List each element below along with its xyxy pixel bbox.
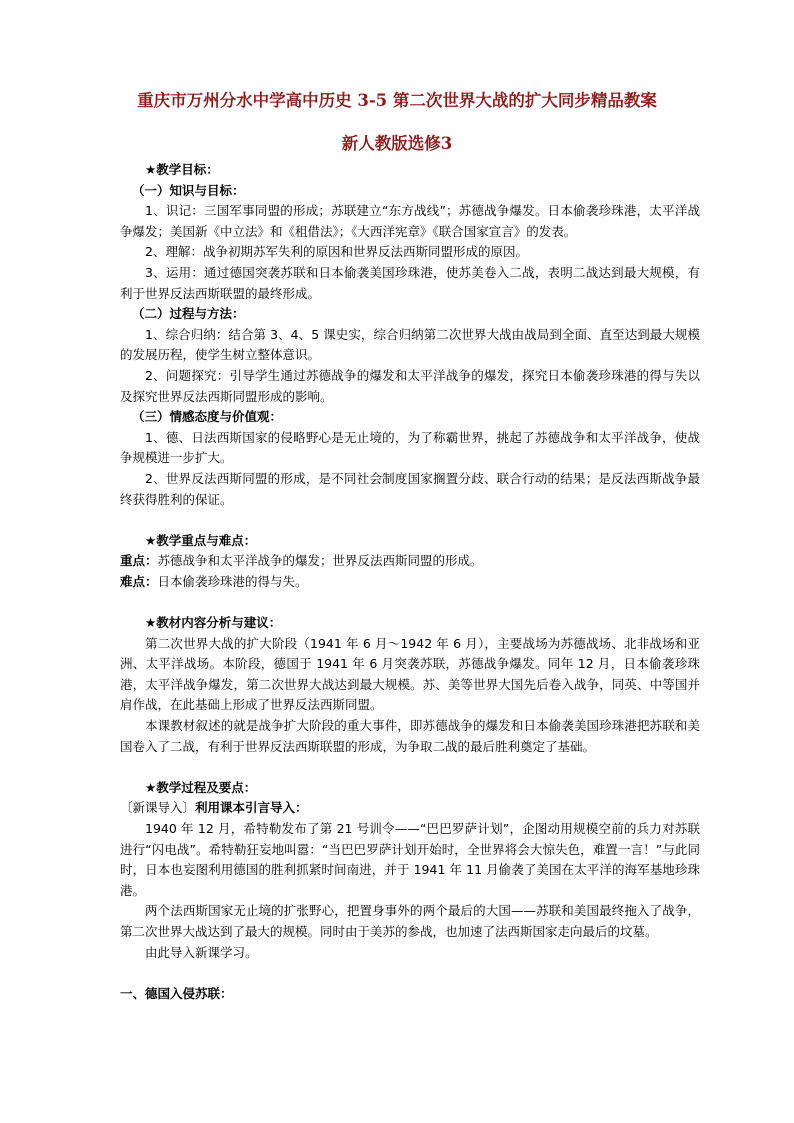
goals-sub-attitude: （三）情感态度与价值观： — [132, 409, 283, 425]
goals-paragraph: 2、理解：战争初期苏军失利的原因和世界反法西斯同盟形成的原因。 — [145, 244, 528, 260]
intro-line — [120, 798, 700, 819]
key-text: 苏德战争和太平洋战争的爆发；世界反法西斯同盟的形成。 — [157, 553, 483, 569]
process-paragraph: 由此导入新课学习。 — [145, 944, 258, 960]
goals-heading: ★教学目标： — [145, 162, 219, 177]
goals-sub-knowledge: （一）知识与目标： — [132, 182, 245, 198]
goals-sub-method: （二）过程与方法： — [132, 306, 245, 322]
goals-paragraph: 2、问题探究：引导学生通过苏德战争的爆发和太平洋战争的爆发，探究日本偷袭珍珠港的得与失以及探究世界反法西斯同盟形成的影响。 — [120, 367, 700, 404]
document-body — [120, 160, 700, 1004]
analysis-paragraph: 本课教材叙述的就是战争扩大阶段的重大事件，即苏德战争的爆发和日本偷袭美国珍珠港把苏联和美国卷入了二战，有利于世界反法西斯联盟的形成，为争取二战的最后胜利奠定了基础。 — [120, 718, 700, 754]
difficult-label: 难点： — [120, 573, 158, 589]
process-heading: ★教学过程及要点： — [145, 779, 257, 795]
goals-paragraph: 2、世界反法西斯同盟的形成，是不同社会制度国家搁置分歧、联合行动的结果；是反法西斯战争最终获得胜利的保证。 — [120, 470, 700, 507]
difficult-text: 日本偷袭珍珠港的得与失。 — [157, 573, 308, 589]
key-point — [120, 551, 700, 572]
key-heading: ★教学重点与难点： — [145, 532, 257, 548]
intro-bold: 利用课本引言导入： — [195, 800, 308, 816]
key-label: 重点： — [120, 553, 158, 569]
section-heading: 一、德国入侵苏联： — [120, 985, 233, 1001]
analysis-heading: ★教材内容分析与建议： — [145, 615, 282, 631]
goals-paragraph: 1、识记：三国军事同盟的形成；苏联建立“东方战线”；苏德战争爆发。日本偷袭珍珠港，太平洋战争爆发；美国新《中立法》和《租借法》；《大西洋宪章》《联合国家宣言》的发表。 — [120, 203, 700, 239]
document-title: 重庆市万州分水中学高中历史 3-5 第二次世界大战的扩大同步精品教案 — [137, 91, 657, 110]
goals-paragraph: 1、综合归纳：结合第 3、4、5 课史实，综合归纳第二次世界大战由战局到全面、直至达到最大规模的发展历程，使学生树立整体意识。 — [120, 326, 700, 363]
analysis-paragraph: 第二次世界大战的扩大阶段（1941 年 6 月～1942 年 6 月），主要战场为苏德战场、北非战场和亚洲、太平洋战场。本阶段，德国于 1941 年 6 月突袭苏联，苏德战争爆发。同年 12 月，日本偷袭珍珠港，太平洋战争爆发，第二次世界大战达到最大规模。苏、美等世界大国先后卷入战争，同英、中等国并肩作战，在此基础上形成了世界反法西斯同盟。 — [120, 635, 700, 713]
difficult-point — [120, 572, 700, 593]
goals-paragraph: 3、运用：通过德国突袭苏联和日本偷袭美国珍珠港，使苏美卷入二战，表明二战达到最大规模，有利于世界反法西斯联盟的最终形成。 — [120, 264, 700, 301]
process-paragraph: 1940 年 12 月，希特勒发布了第 21 号训令——“巴巴罗萨计划”，企图动用规模空前的兵力对苏联进行“闪电战”。希特勒狂妄地叫嚣：“当巴巴罗萨计划开始时，全世界将会大惊失色，难置一言！”与此同时，日本也妄图利用德国的胜利抓紧时间南进，并于 1941 年 11 月偷袭了美国在太平洋的海军基地珍珠港。 — [120, 821, 700, 898]
intro-bracket: 〔新课导入〕 — [120, 800, 196, 816]
process-paragraph: 两个法西斯国家无止境的扩张野心，把置身事外的两个最后的大国——苏联和美国最终拖入了战争，第二次世界大战达到了最大的规模。同时由于美苏的参战，也加速了法西斯国家走向最后的坟墓。 — [120, 903, 700, 939]
goals-paragraph: 1、德、日法西斯国家的侵略野心是无止境的，为了称霸世界，挑起了苏德战争和太平洋战争，使战争规模进一步扩大。 — [120, 429, 700, 466]
document-subtitle: 新人教版选修3 — [341, 134, 453, 153]
